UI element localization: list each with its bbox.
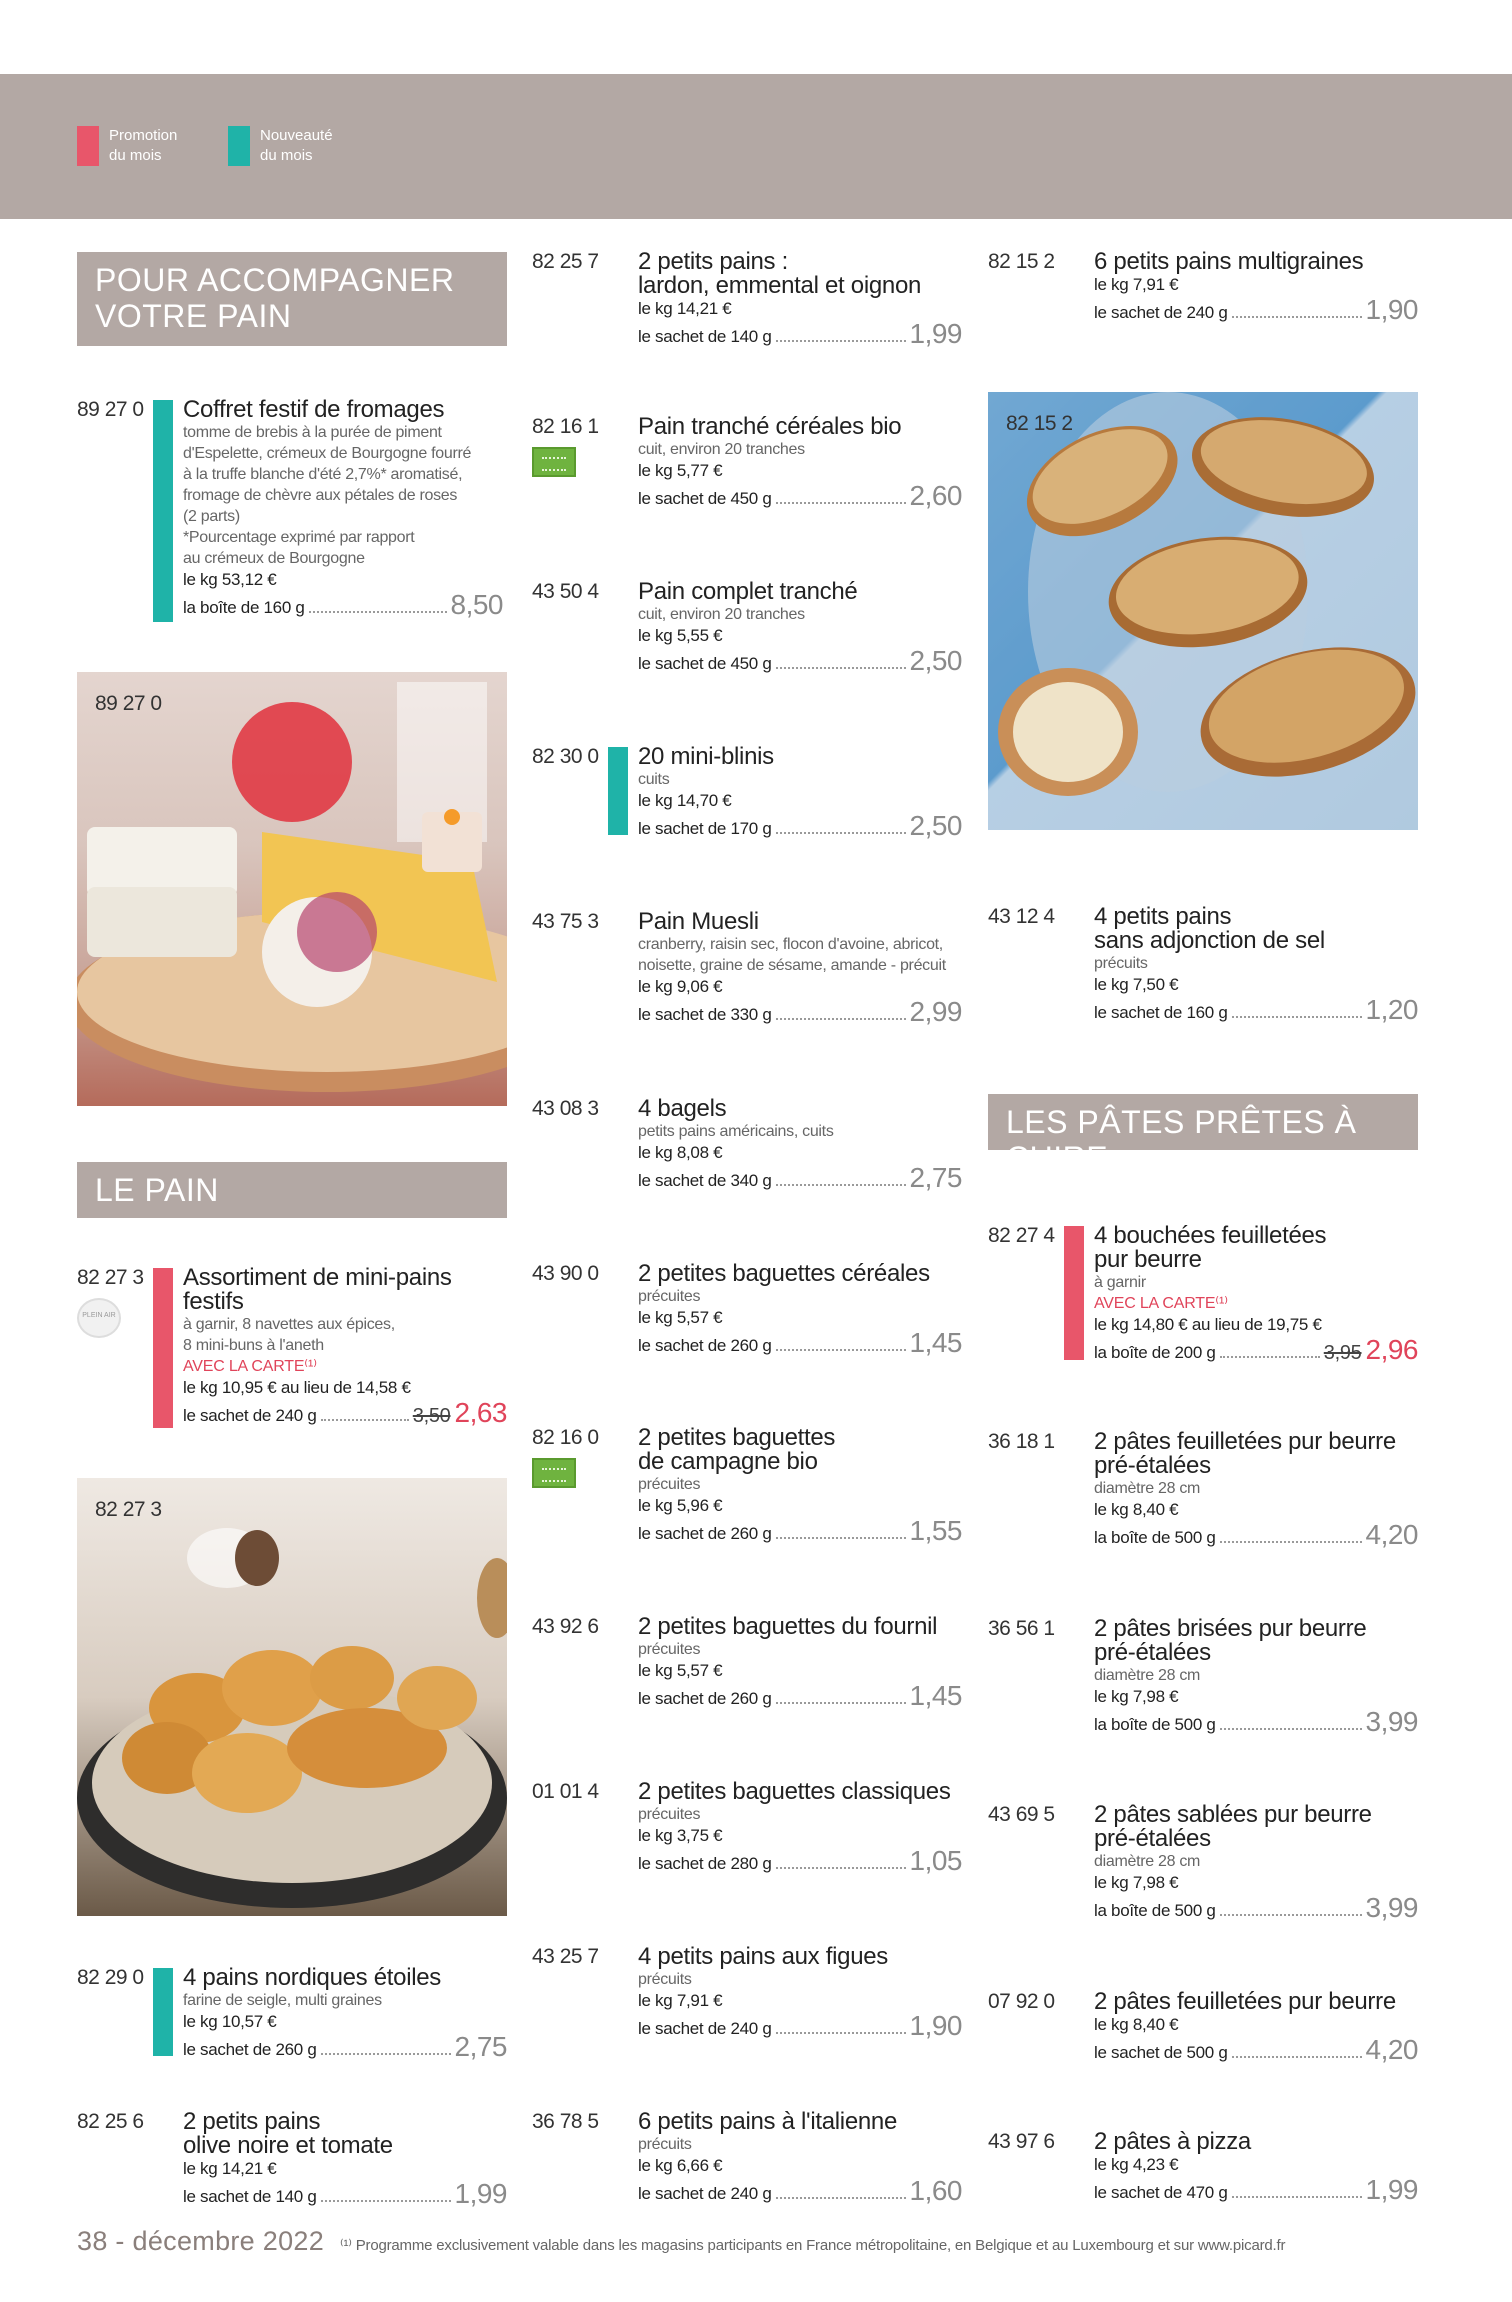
product-code: 43 50 4 xyxy=(532,580,599,603)
product-description: petits pains américains, cuits xyxy=(638,1123,834,1140)
package-size: la boîte de 500 g xyxy=(1094,1901,1216,1920)
product-name-line2: de campagne bio xyxy=(638,1448,818,1475)
product-name: 4 petits pains xyxy=(1094,903,1232,930)
price: 8,50 xyxy=(450,589,503,620)
package-size: le sachet de 240 g xyxy=(183,1406,317,1425)
price-per-kg: le kg 7,98 € xyxy=(1094,1687,1179,1706)
product-description: tomme de brebis à la purée de piment d'Espelette, crémeux de Bourgogne fourré à la truffe blanche d'été 2,7%* aromatisé, fromage de chèvre aux pétales de roses (2 parts) *Pourcentage exprimé par rapport au crémeux de Bourgogne xyxy=(183,424,472,567)
product-code: 82 25 7 xyxy=(532,250,599,273)
price-per-kg: le kg 14,21 € xyxy=(638,299,732,318)
package-size: le sachet de 240 g xyxy=(638,2019,772,2038)
product-code: 43 25 7 xyxy=(532,1945,599,1968)
product-code: 82 25 6 xyxy=(77,2110,144,2133)
bread-basket-illustration xyxy=(77,1478,507,1916)
package-size: le sachet de 170 g xyxy=(638,819,772,838)
product-description: précuites xyxy=(638,1288,701,1305)
product-name: 2 pâtes feuilletées pur beurre xyxy=(1094,1428,1396,1455)
legend-promotion-label: Promotion du mois xyxy=(109,127,178,164)
price: 2,50 xyxy=(909,810,962,841)
product-name: 4 pains nordiques étoiles xyxy=(183,1964,442,1991)
product-description: cranberry, raisin sec, flocon d'avoine, abricot, noisette, graine de sésame, amande - précuit xyxy=(638,936,946,974)
price: 1,20 xyxy=(1365,994,1418,1025)
product-name: 2 petites baguettes céréales xyxy=(638,1260,930,1287)
package-size: le sachet de 450 g xyxy=(638,489,772,508)
legend-nouveaute-label: Nouveauté du mois xyxy=(260,127,333,164)
product-description: précuites xyxy=(638,1806,701,1823)
price: 4,20 xyxy=(1365,2034,1418,2065)
price-per-kg: le kg 14,80 € au lieu de 19,75 € xyxy=(1094,1315,1322,1334)
bread-basket-photo xyxy=(77,1478,507,1916)
price-per-kg: le kg 10,95 € au lieu de 14,58 € xyxy=(183,1378,411,1397)
old-price: 3,95 xyxy=(1323,1342,1362,1364)
product-code: 82 30 0 xyxy=(532,745,599,768)
price: 1,45 xyxy=(909,1327,962,1358)
product-code: 82 29 0 xyxy=(77,1966,144,1989)
package-size: le sachet de 280 g xyxy=(638,1854,772,1873)
product-code: 43 12 4 xyxy=(988,905,1055,928)
package-size: le sachet de 260 g xyxy=(638,1689,772,1708)
price-per-kg: le kg 8,08 € xyxy=(638,1143,723,1162)
product-name: 4 petits pains aux figues xyxy=(638,1943,888,1970)
price-per-kg: le kg 8,40 € xyxy=(1094,2015,1179,2034)
product-code: 36 18 1 xyxy=(988,1430,1055,1453)
plein-air-badge: PLEIN AIR xyxy=(77,1298,121,1338)
product-code: 82 16 1 xyxy=(532,415,599,438)
package-size: le sachet de 240 g xyxy=(638,2184,772,2203)
product-name: Pain tranché céréales bio xyxy=(638,413,902,440)
new-tag xyxy=(153,400,173,622)
package-size: la boîte de 160 g xyxy=(183,598,305,617)
page-number: 38 - décembre 2022 xyxy=(77,2226,325,2256)
new-tag xyxy=(153,1968,173,2056)
product-code: 82 15 2 xyxy=(988,250,1055,273)
price-per-kg: le kg 5,57 € xyxy=(638,1661,723,1680)
package-size: le sachet de 450 g xyxy=(638,654,772,673)
product-code: 36 78 5 xyxy=(532,2110,599,2133)
photo-product-code: 82 15 2 xyxy=(1006,412,1073,435)
price: 2,75 xyxy=(909,1162,962,1193)
price: 2,99 xyxy=(909,996,962,1027)
product-name: 6 petits pains multigraines xyxy=(1094,248,1364,275)
price: 2,75 xyxy=(454,2031,507,2062)
product-description: précuits xyxy=(638,1971,692,1988)
product-name: 2 petites baguettes xyxy=(638,1424,836,1451)
price-per-kg: le kg 5,55 € xyxy=(638,626,723,645)
price-per-kg: le kg 3,75 € xyxy=(638,1826,723,1845)
price: 1,45 xyxy=(909,1680,962,1711)
product-code: 43 90 0 xyxy=(532,1262,599,1285)
package-size: le sachet de 260 g xyxy=(638,1336,772,1355)
price-per-kg: le kg 7,91 € xyxy=(1094,275,1179,294)
package-size: le sachet de 240 g xyxy=(1094,303,1228,322)
promo-price: 2,96 xyxy=(1365,1334,1418,1365)
photo-product-code: 82 27 3 xyxy=(95,1498,162,1521)
product-code: 43 69 5 xyxy=(988,1803,1055,1826)
product-name: 4 bagels xyxy=(638,1095,727,1122)
product-description: cuit, environ 20 tranches xyxy=(638,606,805,623)
price-per-kg: le kg 53,12 € xyxy=(183,570,277,589)
price: 2,60 xyxy=(909,480,962,511)
package-size: le sachet de 140 g xyxy=(183,2187,317,2206)
price: 1,90 xyxy=(909,2010,962,2041)
price-per-kg: le kg 5,57 € xyxy=(638,1308,723,1327)
product-description: cuits xyxy=(638,771,670,788)
product-description: diamètre 28 cm xyxy=(1094,1853,1201,1870)
product-name-line2: pur beurre xyxy=(1094,1246,1202,1273)
carte-label: AVEC LA CARTE⁽¹⁾ xyxy=(1094,1295,1228,1312)
cheese-illustration xyxy=(77,672,507,1106)
package-size: le sachet de 140 g xyxy=(638,327,772,346)
product-description: farine de seigle, multi graines xyxy=(183,1992,382,2009)
price-per-kg: le kg 8,40 € xyxy=(1094,1500,1179,1519)
package-size: le sachet de 470 g xyxy=(1094,2183,1228,2202)
old-price: 3,50 xyxy=(412,1405,451,1427)
price-per-kg: le kg 14,21 € xyxy=(183,2159,277,2178)
product-code: 82 27 3 xyxy=(77,1266,144,1289)
product-code: 36 56 1 xyxy=(988,1617,1055,1640)
product-name: Coffret festif de fromages xyxy=(183,396,445,423)
product-name: 4 bouchées feuilletées xyxy=(1094,1222,1327,1249)
product-name: 20 mini-blinis xyxy=(638,743,774,770)
section-header-pates: LES PÂTES PRÊTES À CUIRE xyxy=(988,1094,1418,1150)
package-size: la boîte de 500 g xyxy=(1094,1715,1216,1734)
product-name: 2 pâtes feuilletées pur beurre xyxy=(1094,1988,1396,2015)
product-description: précuites xyxy=(638,1476,701,1493)
multigrain-rolls-photo xyxy=(988,392,1418,830)
price-per-kg: le kg 14,70 € xyxy=(638,791,732,810)
package-size: le sachet de 330 g xyxy=(638,1005,772,1024)
price: 1,05 xyxy=(909,1845,962,1876)
product-code: 01 01 4 xyxy=(532,1780,599,1803)
bio-badge-icon xyxy=(532,447,576,477)
product-name: 2 pâtes brisées pur beurre xyxy=(1094,1615,1367,1642)
product-name: 2 petits pains xyxy=(183,2108,321,2135)
cheese-photo xyxy=(77,672,507,1106)
package-size: le sachet de 500 g xyxy=(1094,2043,1228,2062)
photo-product-code: 89 27 0 xyxy=(95,692,162,715)
product-name-line2: lardon, emmental et oignon xyxy=(638,272,922,299)
price: 1,99 xyxy=(1365,2174,1418,2205)
product-code: 82 27 4 xyxy=(988,1224,1055,1247)
package-size: le sachet de 160 g xyxy=(1094,1003,1228,1022)
carte-label: AVEC LA CARTE⁽¹⁾ xyxy=(183,1358,317,1375)
product-description: diamètre 28 cm xyxy=(1094,1480,1201,1497)
product-code: 43 75 3 xyxy=(532,910,599,933)
price-per-kg: le kg 5,77 € xyxy=(638,461,723,480)
product-name: Pain complet tranché xyxy=(638,578,858,605)
price: 4,20 xyxy=(1365,1519,1418,1550)
price-per-kg: le kg 10,57 € xyxy=(183,2012,277,2031)
footnote: ⁽¹⁾ Programme exclusivement valable dans les magasins participants en France métropolitaine, en Belgique et au Luxembourg et sur www.picard.fr xyxy=(340,2237,1286,2254)
product-name-line2: sans adjonction de sel xyxy=(1094,927,1325,954)
product-description: précuits xyxy=(1094,955,1148,972)
price: 2,50 xyxy=(909,645,962,676)
product-code: 07 92 0 xyxy=(988,1990,1055,2013)
package-size: le sachet de 260 g xyxy=(183,2040,317,2059)
product-name-line2: pré-étalées xyxy=(1094,1639,1211,1666)
package-size: le sachet de 260 g xyxy=(638,1524,772,1543)
product-name: 2 pâtes à pizza xyxy=(1094,2128,1251,2155)
product-name-line2: festifs xyxy=(183,1288,244,1315)
price-per-kg: le kg 4,23 € xyxy=(1094,2155,1179,2174)
product-name-line2: olive noire et tomate xyxy=(183,2132,393,2159)
multigrain-rolls-illustration xyxy=(988,392,1418,830)
package-size: la boîte de 200 g xyxy=(1094,1343,1216,1362)
product-description: à garnir xyxy=(1094,1274,1146,1291)
product-name: 2 pâtes sablées pur beurre xyxy=(1094,1801,1372,1828)
product-description: précuits xyxy=(638,2136,692,2153)
product-description: cuit, environ 20 tranches xyxy=(638,441,805,458)
product-code: 43 08 3 xyxy=(532,1097,599,1120)
section-header-accompagner: POUR ACCOMPAGNER VOTRE PAIN xyxy=(77,252,507,346)
price-per-kg: le kg 5,96 € xyxy=(638,1496,723,1515)
promo-tag xyxy=(1064,1226,1084,1360)
price-per-kg: le kg 9,06 € xyxy=(638,977,723,996)
product-name: Pain Muesli xyxy=(638,908,759,935)
bio-badge-icon xyxy=(532,1458,576,1488)
product-name: 2 petites baguettes classiques xyxy=(638,1778,951,1805)
product-code: 43 97 6 xyxy=(988,2130,1055,2153)
product-code: 43 92 6 xyxy=(532,1615,599,1638)
promo-price: 2,63 xyxy=(454,1397,507,1428)
package-size: la boîte de 500 g xyxy=(1094,1528,1216,1547)
product-name: 6 petits pains à l'italienne xyxy=(638,2108,898,2135)
price: 1,90 xyxy=(1365,294,1418,325)
price: 1,60 xyxy=(909,2175,962,2206)
product-name: Assortiment de mini-pains xyxy=(183,1264,452,1291)
product-name: 2 petits pains : xyxy=(638,248,788,275)
product-name-line2: pré-étalées xyxy=(1094,1825,1211,1852)
price: 3,99 xyxy=(1365,1892,1418,1923)
legend-nouveaute xyxy=(228,126,355,166)
price: 1,99 xyxy=(454,2178,507,2209)
price: 3,99 xyxy=(1365,1706,1418,1737)
price: 1,55 xyxy=(909,1515,962,1546)
promo-color-swatch xyxy=(77,126,99,166)
new-tag xyxy=(608,747,628,835)
product-name: 2 petites baguettes du fournil xyxy=(638,1613,938,1640)
product-code: 89 27 0 xyxy=(77,398,144,421)
header-band xyxy=(0,74,1512,219)
promo-tag xyxy=(153,1268,173,1428)
price: 1,99 xyxy=(909,318,962,349)
section-header-pain: LE PAIN xyxy=(77,1162,507,1218)
package-size: le sachet de 340 g xyxy=(638,1171,772,1190)
legend-promotion xyxy=(77,126,204,166)
product-code: 82 16 0 xyxy=(532,1426,599,1449)
price-per-kg: le kg 7,98 € xyxy=(1094,1873,1179,1892)
price-per-kg: le kg 7,50 € xyxy=(1094,975,1179,994)
price-per-kg: le kg 6,66 € xyxy=(638,2156,723,2175)
product-description: précuites xyxy=(638,1641,701,1658)
product-name-line2: pré-étalées xyxy=(1094,1452,1211,1479)
product-description: à garnir, 8 navettes aux épices, 8 mini-buns à l'aneth xyxy=(183,1316,395,1354)
price-per-kg: le kg 7,91 € xyxy=(638,1991,723,2010)
new-color-swatch xyxy=(228,126,250,166)
product-description: diamètre 28 cm xyxy=(1094,1667,1201,1684)
